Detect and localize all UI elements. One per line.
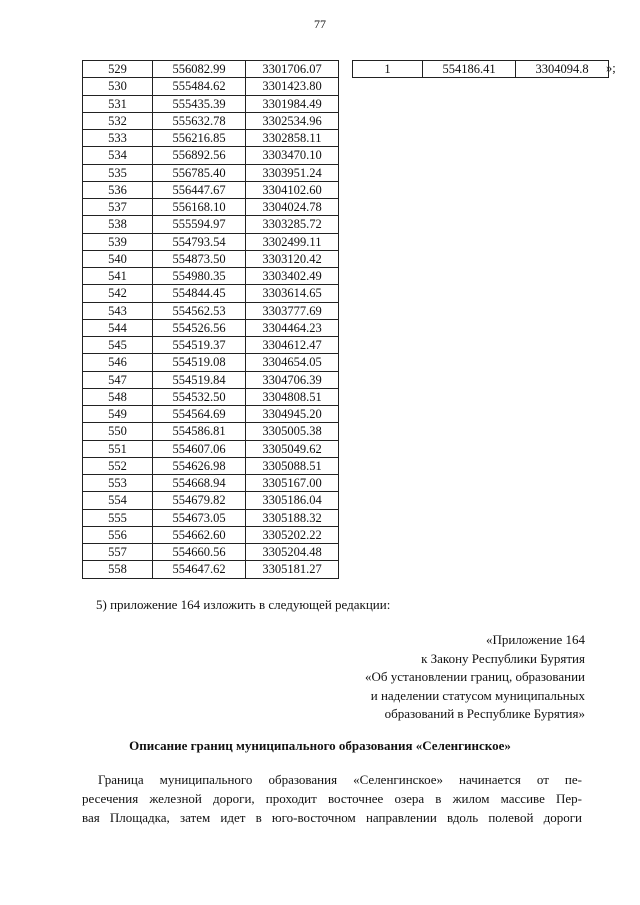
- y-coordinate-cell: 3305088.51: [246, 457, 339, 474]
- coordinates-row: [83, 130, 339, 147]
- y-coordinate-cell: 3304612.47: [246, 337, 339, 354]
- point-number-cell: 558: [83, 561, 153, 578]
- x-coordinate-cell: 554626.98: [153, 457, 246, 474]
- x-coordinate-cell: 555484.62: [153, 78, 246, 95]
- x-coordinate-cell: 555632.78: [153, 112, 246, 129]
- y-coordinate-cell: 3304464.23: [246, 319, 339, 336]
- x-coordinate-cell: 554519.37: [153, 337, 246, 354]
- coordinates-row: [83, 147, 339, 164]
- side-table-x-coordinate: 554186.41: [423, 61, 516, 78]
- coordinates-row: [83, 250, 339, 267]
- appendix-header-line: образований в Республике Бурятия»: [384, 706, 585, 721]
- coordinates-row: [83, 164, 339, 181]
- x-coordinate-cell: 556216.85: [153, 130, 246, 147]
- x-coordinate-cell: 556892.56: [153, 147, 246, 164]
- coordinates-row: [83, 181, 339, 198]
- coordinates-row: [83, 233, 339, 250]
- point-number-cell: 543: [83, 302, 153, 319]
- side-table-y-coordinate: 3304094.8: [516, 61, 609, 78]
- appendix-header-line: и наделении статусом муниципальных: [370, 687, 585, 703]
- y-coordinate-cell: 3305202.22: [246, 526, 339, 543]
- amendment-item: 5) приложение 164 изложить в следующей редакции:: [96, 597, 391, 612]
- y-coordinate-cell: 3302534.96: [246, 112, 339, 129]
- point-number-cell: 534: [83, 147, 153, 164]
- coordinates-row: [83, 526, 339, 543]
- coordinates-row: [83, 440, 339, 457]
- coordinates-row: [83, 95, 339, 112]
- x-coordinate-cell: 556785.40: [153, 164, 246, 181]
- appendix-header-line: «Приложение 164: [485, 632, 585, 647]
- y-coordinate-cell: 3303402.49: [246, 268, 339, 285]
- coordinates-row: [83, 354, 339, 371]
- x-coordinate-cell: 554679.82: [153, 492, 246, 509]
- x-coordinate-cell: 554980.35: [153, 268, 246, 285]
- y-coordinate-cell: 3304024.78: [246, 199, 339, 216]
- point-number-cell: 541: [83, 268, 153, 285]
- y-coordinate-cell: 3305167.00: [246, 475, 339, 492]
- coordinates-row: [83, 509, 339, 526]
- point-number-cell: 537: [83, 199, 153, 216]
- coordinates-row: [83, 388, 339, 405]
- x-coordinate-cell: 554564.69: [153, 406, 246, 423]
- point-number-cell: 539: [83, 233, 153, 250]
- coordinates-row: [83, 371, 339, 388]
- point-number-cell: 548: [83, 388, 153, 405]
- point-number-cell: 549: [83, 406, 153, 423]
- coordinates-row: [83, 112, 339, 129]
- x-coordinate-cell: 555594.97: [153, 216, 246, 233]
- side-table: [352, 60, 609, 78]
- y-coordinate-cell: 3303470.10: [246, 147, 339, 164]
- point-number-cell: 530: [83, 78, 153, 95]
- x-coordinate-cell: 556447.67: [153, 181, 246, 198]
- coordinates-row: [83, 544, 339, 561]
- point-number-cell: 542: [83, 285, 153, 302]
- x-coordinate-cell: 554873.50: [153, 250, 246, 267]
- point-number-cell: 553: [83, 475, 153, 492]
- point-number-cell: 547: [83, 371, 153, 388]
- y-coordinate-cell: 3305186.04: [246, 492, 339, 509]
- point-number-cell: 557: [83, 544, 153, 561]
- y-coordinate-cell: 3301423.80: [246, 78, 339, 95]
- body-line: вая Площадка, затем идет в юго-восточном направлении вдоль полевой дороги: [82, 810, 582, 825]
- y-coordinate-cell: 3305181.27: [246, 561, 339, 578]
- y-coordinate-cell: 3304102.60: [246, 181, 339, 198]
- point-number-cell: 545: [83, 337, 153, 354]
- x-coordinate-cell: 554793.54: [153, 233, 246, 250]
- y-coordinate-cell: 3304808.51: [246, 388, 339, 405]
- y-coordinate-cell: 3305005.38: [246, 423, 339, 440]
- point-number-cell: 531: [83, 95, 153, 112]
- x-coordinate-cell: 554662.60: [153, 526, 246, 543]
- coordinates-row: [83, 561, 339, 578]
- coordinates-row: [83, 199, 339, 216]
- y-coordinate-cell: 3301706.07: [246, 61, 339, 78]
- x-coordinate-cell: 554519.84: [153, 371, 246, 388]
- y-coordinate-cell: 3302858.11: [246, 130, 339, 147]
- y-coordinate-cell: 3303285.72: [246, 216, 339, 233]
- point-number-cell: 536: [83, 181, 153, 198]
- y-coordinate-cell: 3304945.20: [246, 406, 339, 423]
- y-coordinate-cell: 3301984.49: [246, 95, 339, 112]
- point-number-cell: 555: [83, 509, 153, 526]
- point-number-cell: 538: [83, 216, 153, 233]
- body-paragraph: [82, 770, 582, 827]
- appendix-header-line: к Закону Республики Бурятия: [421, 650, 585, 666]
- x-coordinate-cell: 554532.50: [153, 388, 246, 405]
- x-coordinate-cell: 554526.56: [153, 319, 246, 336]
- x-coordinate-cell: 556168.10: [153, 199, 246, 216]
- x-coordinate-cell: 556082.99: [153, 61, 246, 78]
- y-coordinate-cell: 3303951.24: [246, 164, 339, 181]
- y-coordinate-cell: 3303120.42: [246, 250, 339, 267]
- y-coordinate-cell: 3304654.05: [246, 354, 339, 371]
- coordinates-row: [83, 268, 339, 285]
- side-table-point-number: 1: [353, 61, 423, 78]
- coordinates-row: [83, 337, 339, 354]
- x-coordinate-cell: 554562.53: [153, 302, 246, 319]
- y-coordinate-cell: 3302499.11: [246, 233, 339, 250]
- x-coordinate-cell: 554519.08: [153, 354, 246, 371]
- coordinates-row: [83, 216, 339, 233]
- coordinates-row: [83, 406, 339, 423]
- coordinates-row: [83, 61, 339, 78]
- point-number-cell: 533: [83, 130, 153, 147]
- y-coordinate-cell: 3305049.62: [246, 440, 339, 457]
- coordinates-table: [82, 60, 339, 579]
- appendix-header: [365, 631, 585, 724]
- x-coordinate-cell: 554586.81: [153, 423, 246, 440]
- point-number-cell: 532: [83, 112, 153, 129]
- coordinates-row: [83, 302, 339, 319]
- point-number-cell: 554: [83, 492, 153, 509]
- coordinates-row: [83, 423, 339, 440]
- x-coordinate-cell: 554844.45: [153, 285, 246, 302]
- point-number-cell: 551: [83, 440, 153, 457]
- y-coordinate-cell: 3305188.32: [246, 509, 339, 526]
- x-coordinate-cell: 554668.94: [153, 475, 246, 492]
- coordinates-row: [83, 475, 339, 492]
- body-line: ресечения железной дороги, проходит восточнее озера в жилом массиве Пер-: [82, 791, 582, 806]
- y-coordinate-cell: 3304706.39: [246, 371, 339, 388]
- x-coordinate-cell: 554647.62: [153, 561, 246, 578]
- coordinates-row: [83, 492, 339, 509]
- point-number-cell: 556: [83, 526, 153, 543]
- x-coordinate-cell: 554673.05: [153, 509, 246, 526]
- y-coordinate-cell: 3303614.65: [246, 285, 339, 302]
- appendix-header-line: «Об установлении границ, образовании: [365, 669, 585, 684]
- coordinates-row: [83, 285, 339, 302]
- y-coordinate-cell: 3303777.69: [246, 302, 339, 319]
- point-number-cell: 544: [83, 319, 153, 336]
- body-line: Граница муниципального образования «Селенгинское» начинается от пе-: [98, 772, 582, 787]
- coordinates-table-body: [83, 61, 339, 579]
- point-number-cell: 540: [83, 250, 153, 267]
- coordinates-row: [83, 78, 339, 95]
- x-coordinate-cell: 554607.06: [153, 440, 246, 457]
- point-number-cell: 550: [83, 423, 153, 440]
- point-number-cell: 529: [83, 61, 153, 78]
- y-coordinate-cell: 3305204.48: [246, 544, 339, 561]
- side-table-closing-quote: »;: [606, 61, 616, 75]
- coordinates-row: [83, 457, 339, 474]
- page-number: 77: [314, 17, 326, 31]
- section-heading: Описание границ муниципального образования «Селенгинское»: [129, 738, 511, 753]
- coordinates-row: [83, 319, 339, 336]
- side-table-row: [353, 61, 609, 78]
- point-number-cell: 552: [83, 457, 153, 474]
- x-coordinate-cell: 554660.56: [153, 544, 246, 561]
- point-number-cell: 535: [83, 164, 153, 181]
- x-coordinate-cell: 555435.39: [153, 95, 246, 112]
- point-number-cell: 546: [83, 354, 153, 371]
